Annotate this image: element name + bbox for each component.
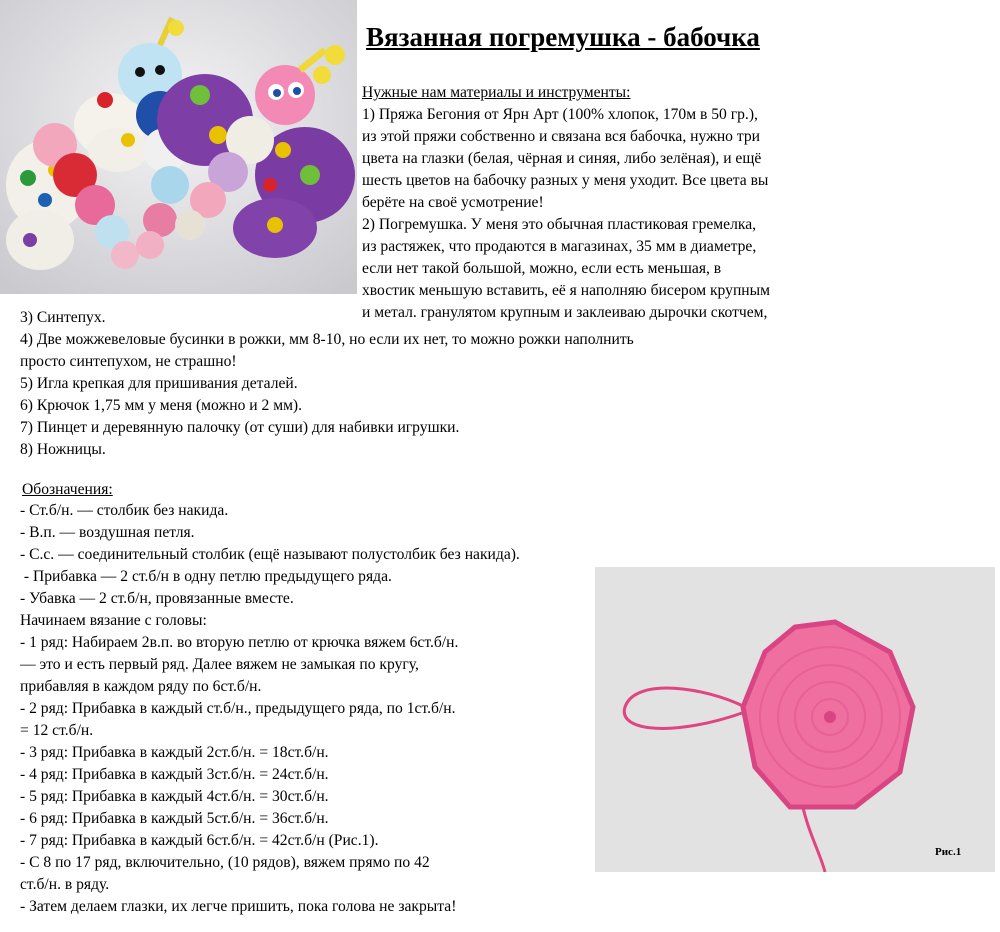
text-line: - Убавка — 2 ст.б/н, провязанные вместе. (20, 590, 294, 607)
text-line: - Ст.б/н. — столбик без накида. (20, 502, 229, 519)
text-line: 5) Игла крепкая для пришивания деталей. (20, 375, 298, 392)
text-line: из растяжек, что продаются в магазинах, 35 мм в диаметре, (362, 238, 757, 255)
text-line: шесть цветов на бабочку разных у меня уходит. Все цвета вы (362, 172, 769, 189)
text-line: — это и есть первый ряд. Далее вяжем не замыкая по кругу, (20, 656, 419, 673)
text-line: 4) Две можжевеловые бусинки в рожки, мм 8-10, но если их нет, то можно рожки наполнить (20, 331, 634, 348)
text-line: 6) Крючок 1,75 мм у меня (можно и 2 мм). (20, 397, 303, 414)
text-line: берёте на своё усмотрение! (362, 194, 544, 211)
text-line: - 1 ряд: Набираем 2в.п. во вторую петлю от крючка вяжем 6ст.б/н. (20, 634, 459, 651)
text-line: 2) Погремушка. У меня это обычная пластиковая гремелка, (362, 216, 757, 233)
figure-caption: Рис.1 (935, 846, 962, 858)
text-line: 7) Пинцет и деревянную палочку (от суши) для набивки игрушки. (20, 419, 460, 436)
text-line: - 2 ряд: Прибавка в каждый ст.б/н., предыдущего ряда, по 1ст.б/н. (20, 700, 456, 717)
text-line: цвета на глазки (белая, чёрная и синяя, либо зелёная), и ещё (362, 150, 762, 167)
text-line: - 4 ряд: Прибавка в каждый 3ст.б/н. = 24ст.б/н. (20, 766, 329, 783)
page-title: Вязанная погремушка - бабочка (366, 22, 760, 52)
text-line: если нет такой большой, можно, если есть меньшая, в (362, 260, 722, 277)
text-line: 3) Синтепух. (20, 309, 106, 326)
text-line: хвостик меньшую вставить, её я наполняю бисером крупным (362, 282, 770, 299)
text-line: - В.п. — воздушная петля. (20, 524, 195, 541)
text-line: Начинаем вязание с головы: (20, 612, 207, 629)
text-line: - С 8 по 17 ряд, включительно, (10 рядов), вяжем прямо по 42 (20, 854, 430, 871)
text-line: - Затем делаем глазки, их легче пришить, пока голова не закрыта! (20, 898, 457, 915)
text-line: - 3 ряд: Прибавка в каждый 2ст.б/н. = 18ст.б/н. (20, 744, 329, 761)
text-line: 8) Ножницы. (20, 441, 106, 458)
text-line: прибавляя в каждом ряду по 6ст.б/н. (20, 678, 262, 695)
materials-heading: Нужные нам материалы и инструменты: (362, 84, 631, 101)
legend-heading: Обозначения: (22, 481, 113, 498)
text-line: и метал. гранулятом крупным и заклеиваю дырочки скотчем, (362, 304, 768, 321)
crochet-circle-photo (595, 567, 995, 872)
text-line: = 12 ст.б/н. (20, 722, 94, 739)
text-line: - Прибавка — 2 ст.б/н в одну петлю предыдущего ряда. (20, 568, 392, 585)
butterfly-toys-photo (0, 0, 357, 294)
text-line: ст.б/н. в ряду. (20, 876, 110, 893)
text-line: 1) Пряжа Бегония от Ярн Арт (100% хлопок, 170м в 50 гр.), (362, 106, 758, 123)
text-line: - 5 ряд: Прибавка в каждый 4ст.б/н. = 30ст.б/н. (20, 788, 329, 805)
text-line: просто синтепухом, не страшно! (20, 353, 237, 370)
text-line: - 7 ряд: Прибавка в каждый 6ст.б/н. = 42ст.б/н (Рис.1). (20, 832, 379, 849)
text-line: из этой пряжи собственно и связана вся бабочка, нужно три (362, 128, 761, 145)
text-line: - 6 ряд: Прибавка в каждый 5ст.б/н. = 36ст.б/н. (20, 810, 329, 827)
text-line: - С.с. — соединительный столбик (ещё называют полустолбик без накида). (20, 546, 520, 563)
